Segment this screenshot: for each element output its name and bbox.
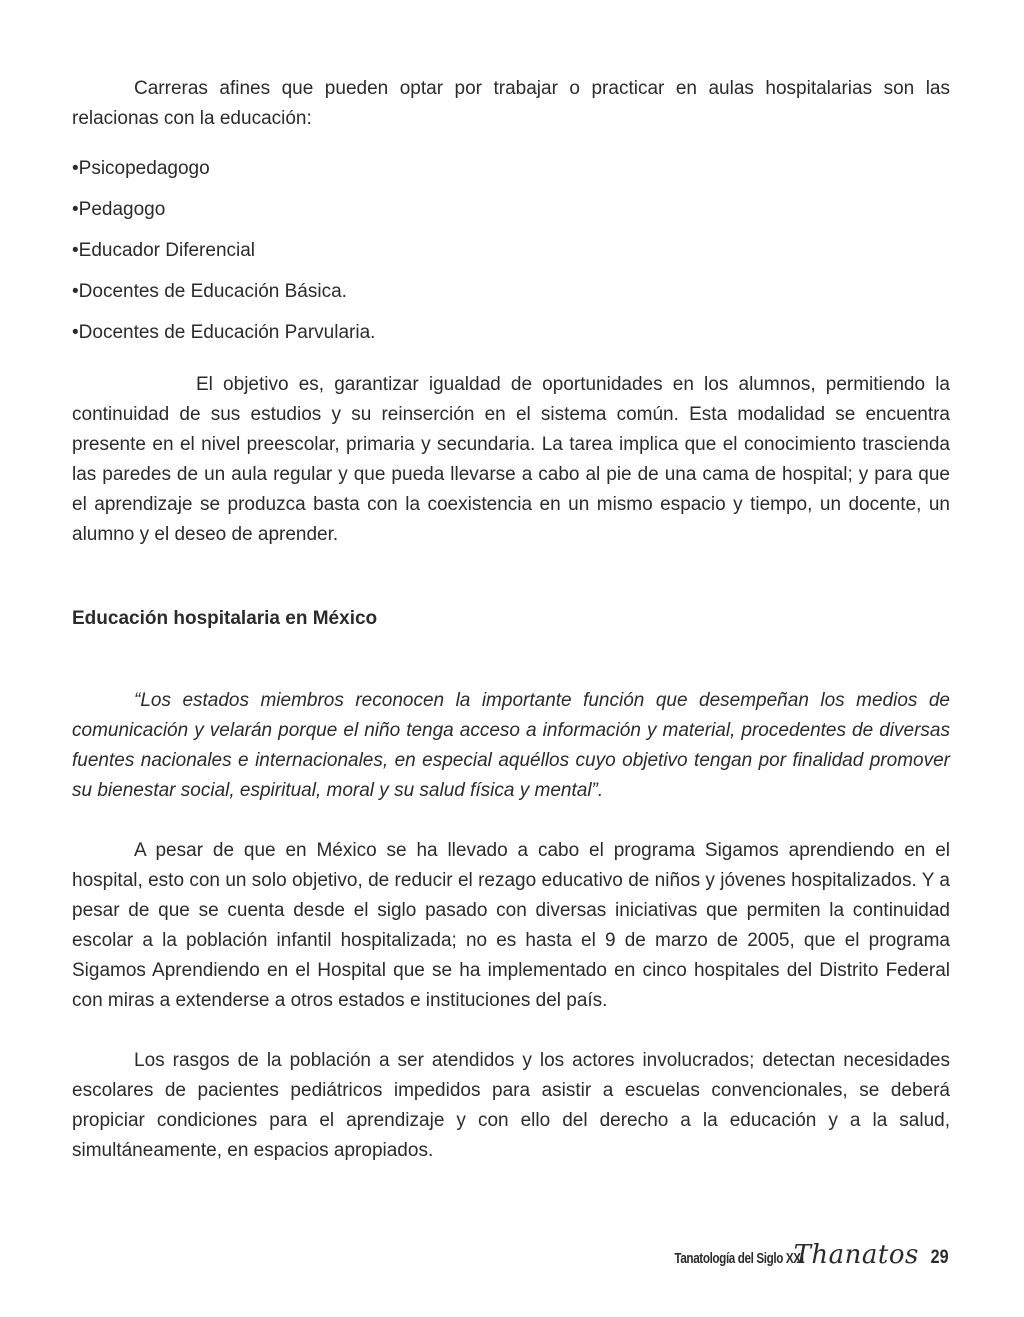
list-item: •Pedagogo [72, 198, 166, 220]
intro-paragraph: Carreras afines que pueden optar por trabajar o practicar en aulas hospitalarias son las relacionas con la educación: [72, 78, 950, 129]
publication-title: Tanatología del Siglo XXI [674, 1250, 804, 1267]
careers-list [72, 148, 950, 353]
objective-paragraph: El objetivo es, garantizar igualdad de oportunidades en los alumnos, permitiendo la continuidad de sus estudios y su reinserción en el sistema común. Esta modalidad se encuentra presente en el nivel preescolar, primaria y secundaria. La tarea implica que el conocimiento trascienda las paredes de un aula regular y que pueda llevarse a cabo al pie de una cama de hospital; y para que el aprendizaje se produzca basta con la coexistencia en un mismo espacio y tiempo, un docente, un alumno y el deseo de aprender. [72, 374, 950, 545]
list-item: •Educador Diferencial [72, 239, 256, 261]
list-item: •Docentes de Educación Básica. [72, 280, 347, 302]
quote-paragraph: “Los estados miembros reconocen la importante función que desempeñan los medios de comunicación y velarán porque el niño tenga acceso a información y material, procedentes de diversas fuentes nacionales e internacionales, en especial aquéllos cuyo objetivo tengan por finalidad promover su bienestar social, espiritual, moral y su salud física y mental”. [72, 690, 950, 801]
page-footer [638, 1240, 950, 1270]
traits-paragraph: Los rasgos de la población a ser atendidos y los actores involucrados; detectan necesidades escolares de pacientes pediátricos impedidos para asistir a escuelas convencionales, se deberá propiciar condiciones para el aprendizaje y con ello del derecho a la educación y a la salud, simultáneamente, en espacios apropiados. [72, 1050, 950, 1161]
brand-logo: Thanatos [793, 1240, 919, 1270]
program-paragraph: A pesar de que en México se ha llevado a cabo el programa Sigamos aprendiendo en el hospital, esto con un solo objetivo, de reducir el rezago educativo de niños y jóvenes hospitalizados. Y a pesar de que se cuenta desde el siglo pasado con diversas iniciativas que permiten la continuidad escolar a la población infantil hospitalizada; no es hasta el 9 de marzo de 2005, que el programa Sigamos Aprendiendo en el Hospital que se ha implementado en cinco hospitales del Distrito Federal con miras a extenderse a otros estados e instituciones del país. [72, 840, 950, 1011]
page-content [72, 74, 950, 1166]
list-item: •Psicopedagogo [72, 157, 210, 179]
page-number: 29 [930, 1247, 949, 1268]
section-heading: Educación hospitalaria en México [72, 608, 378, 629]
list-item: •Docentes de Educación Parvularia. [72, 321, 376, 343]
